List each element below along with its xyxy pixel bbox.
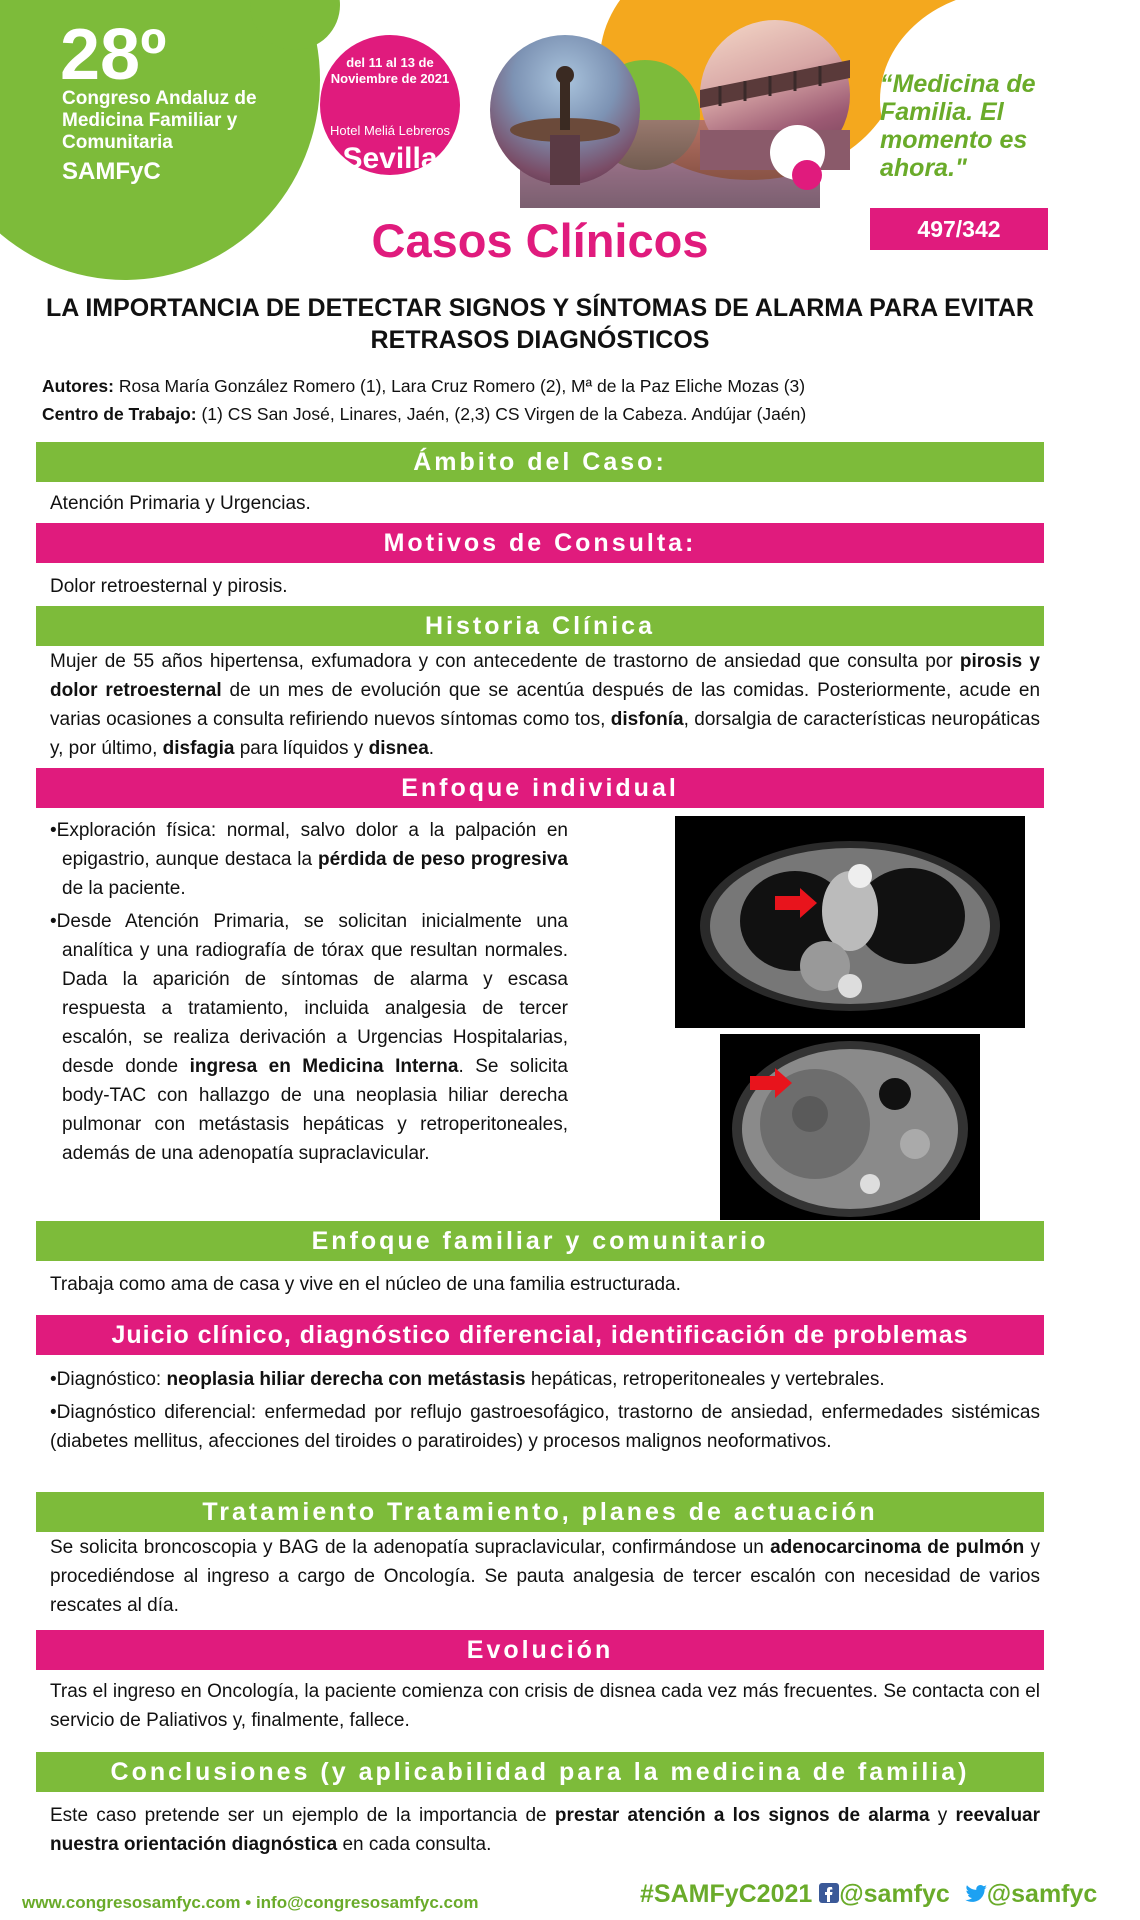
center-line bbox=[42, 400, 1052, 428]
motivos-text: Dolor retroesternal y pirosis. bbox=[50, 576, 288, 597]
authors-text: Rosa María González Romero (1), Lara Cruz Romero (2), Mª de la Paz Eliche Mozas (3) bbox=[118, 376, 806, 396]
section-heading-conclusiones: Conclusiones (y aplicabilidad para la medicina de familia) bbox=[36, 1752, 1044, 1792]
section-heading-enfoque-individual: Enfoque individual bbox=[36, 768, 1044, 808]
bullet2-t1: •Desde Atención Primaria, se solicitan inicialmente una analítica y una radiografía de tórax que resultan normales. Dada la aparición de síntomas de alarma y escasa respuesta a tratamiento, incluida analgesia de tercer escalón, se realiza derivación a Urgencias Hospitalarias, desde donde bbox=[50, 911, 568, 1077]
historia-t4: para líquidos y bbox=[234, 738, 369, 759]
date-badge bbox=[320, 35, 460, 175]
section-heading-historia: Historia Clínica bbox=[36, 606, 1044, 646]
twitter-handle[interactable]: @samfyc bbox=[986, 1880, 1098, 1908]
diagnostico-line bbox=[50, 1365, 1040, 1394]
bullet2-t2: . Se solicita body-TAC con hallazgo de una neoplasia hiliar derecha pulmonar con metástasis hepáticas y retroperitoneales, además de una adenopatía supraclavicular. bbox=[62, 1056, 568, 1164]
section-heading-juicio: Juicio clínico, diagnóstico diferencial, identificación de problemas bbox=[36, 1315, 1044, 1355]
ct-abdomen-image bbox=[720, 1034, 980, 1220]
center-label: Centro de Trabajo: bbox=[42, 404, 197, 424]
header-pink-dot bbox=[792, 160, 822, 190]
bullet1-t2: de la paciente. bbox=[62, 878, 186, 899]
congress-number: 28º bbox=[60, 15, 167, 95]
conclusiones-text bbox=[50, 1801, 1040, 1859]
historia-b2: disfonía bbox=[610, 709, 684, 730]
historia-t2: de un mes de evolución que se acentúa después de las comidas. Posteriormente, acude en varias ocasiones a consulta refiriendo nuevos síntomas como tos, bbox=[50, 680, 1041, 730]
conclusiones-t2: y bbox=[929, 1805, 956, 1826]
juicio-d1-t1: •Diagnóstico: bbox=[50, 1369, 167, 1390]
slogan: “Medicina de Familia. El momento es ahora." bbox=[880, 70, 1036, 182]
section-heading-ambito: Ámbito del Caso: bbox=[36, 442, 1044, 482]
case-number-badge: 497/342 bbox=[870, 208, 1048, 250]
historia-t3: , dorsalgia de características neuropáticas y, por último, bbox=[50, 709, 1040, 759]
enfoque-bullet-2 bbox=[50, 907, 568, 1168]
authors-line bbox=[42, 372, 1052, 400]
enfoque-familiar-text: Trabaja como ama de casa y vive en el núcleo de una familia estructurada. bbox=[50, 1274, 681, 1295]
section-heading-enfoque-familiar: Enfoque familiar y comunitario bbox=[36, 1221, 1044, 1261]
conclusiones-b2: reevaluar nuestra orientación diagnóstica bbox=[50, 1805, 1041, 1855]
congress-brand: SAMFyC bbox=[62, 158, 161, 185]
congress-name: Congreso Andaluz de Medicina Familiar y Comunitaria bbox=[62, 88, 257, 153]
bullet2-b1: ingresa en Medicina Interna bbox=[189, 1056, 459, 1077]
facebook-icon[interactable] bbox=[819, 1881, 839, 1910]
enfoque-bullet-1 bbox=[50, 816, 568, 903]
footer-social bbox=[640, 1880, 1097, 1910]
tratamiento-b1: adenocarcinoma de pulmón bbox=[770, 1537, 1025, 1558]
juicio-text bbox=[50, 1365, 1040, 1456]
enfoque-individual-text bbox=[50, 816, 568, 1172]
historia-b3: disfagia bbox=[162, 738, 235, 759]
seville-monument-photo bbox=[490, 35, 640, 185]
juicio-d1-t2: hepáticas, retroperitoneales y vertebrales. bbox=[525, 1369, 885, 1390]
ct-thorax-image bbox=[675, 816, 1025, 1028]
bullet1-b1: pérdida de peso progresiva bbox=[318, 849, 568, 870]
historia-b1: pirosis y dolor retroesternal bbox=[50, 651, 1040, 701]
case-title: LA IMPORTANCIA DE DETECTAR SIGNOS Y SÍNTOMAS DE ALARMA PARA EVITAR RETRASOS DIAGNÓSTICOS bbox=[45, 294, 1034, 354]
page-title: Casos Clínicos bbox=[371, 214, 709, 267]
hashtag[interactable]: #SAMFyC2021 bbox=[640, 1880, 813, 1908]
conclusiones-b1: prestar atención a los signos de alarma bbox=[554, 1805, 930, 1826]
tratamiento-t2: y procediéndose al ingreso a cargo de Oncología. Se pauta analgesia de tercer escalón con necesidad de varios rescates al día. bbox=[50, 1537, 1040, 1616]
twitter-icon[interactable] bbox=[965, 1881, 987, 1910]
historia-text bbox=[50, 647, 1040, 763]
center-text: (1) CS San José, Linares, Jaén, (2,3) CS Virgen de la Cabeza. Andújar (Jaén) bbox=[201, 404, 807, 424]
authors-label: Autores: bbox=[42, 376, 114, 396]
event-venue: Hotel Meliá Lebreros bbox=[330, 123, 450, 138]
evolucion-text: Tras el ingreso en Oncología, la paciente comienza con crisis de disnea cada vez más frecuentes. Se contacta con el servicio de Paliativos y, finalmente, fallece. bbox=[50, 1681, 1040, 1731]
juicio-d1-b1: neoplasia hiliar derecha con metástasis bbox=[166, 1369, 526, 1390]
footer-web-email[interactable]: www.congresosamfyc.com • info@congresosamfyc.com bbox=[22, 1893, 479, 1912]
section-heading-tratamiento: Tratamiento Tratamiento, planes de actuación bbox=[36, 1492, 1044, 1532]
section-heading-motivos: Motivos de Consulta: bbox=[36, 523, 1044, 563]
bullet1-t1: •Exploración física: normal, salvo dolor a la palpación en epigastrio, aunque destaca la bbox=[50, 820, 568, 870]
conclusiones-t3: en cada consulta. bbox=[337, 1834, 492, 1855]
authors-block bbox=[42, 372, 1052, 428]
ambito-text: Atención Primaria y Urgencias. bbox=[50, 493, 311, 514]
historia-t5: . bbox=[428, 738, 435, 759]
historia-t1: Mujer de 55 años hipertensa, exfumadora y con antecedente de trastorno de ansiedad que consulta por bbox=[50, 651, 960, 672]
event-city: Sevilla bbox=[342, 142, 438, 175]
conclusiones-t1: Este caso pretende ser un ejemplo de la importancia de bbox=[50, 1805, 555, 1826]
tratamiento-text bbox=[50, 1533, 1040, 1620]
facebook-handle[interactable]: @samfyc bbox=[839, 1880, 950, 1908]
section-heading-evolucion: Evolución bbox=[36, 1630, 1044, 1670]
diagnostico-diferencial-line: •Diagnóstico diferencial: enfermedad por reflujo gastroesofágico, trastorno de ansiedad, enfermedades sistémicas (diabetes mellitus, afecciones del tiroides o paratiroides) y procesos malignos neoformativos. bbox=[50, 1402, 1040, 1452]
tratamiento-t1: Se solicita broncoscopia y BAG de la adenopatía supraclavicular, confirmándose un bbox=[50, 1537, 771, 1558]
historia-b4: disnea bbox=[368, 738, 429, 759]
event-dates: del 11 al 13 de Noviembre de 2021 bbox=[330, 55, 450, 86]
